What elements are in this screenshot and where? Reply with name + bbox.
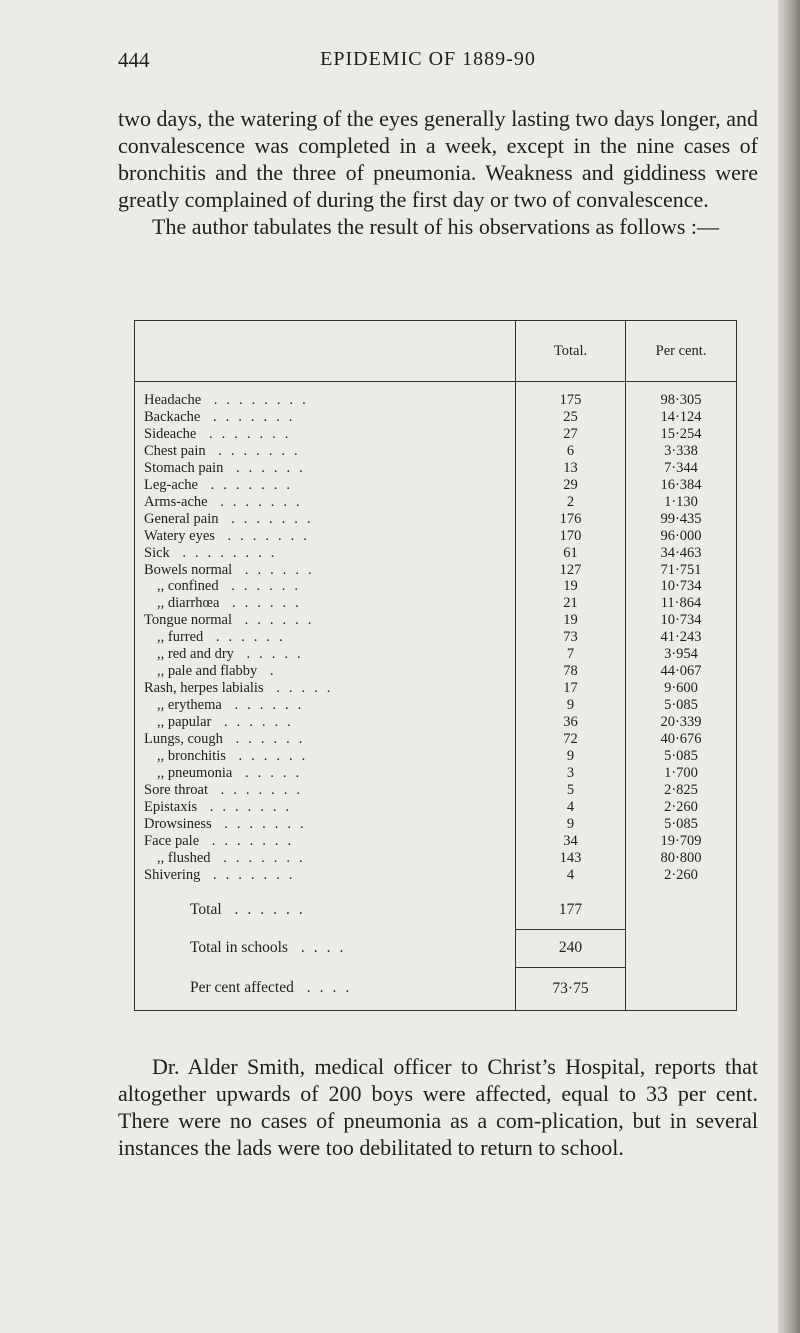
- symptom-name: Watery eyes: [144, 527, 215, 544]
- row-total: 19: [516, 578, 626, 595]
- leader-dots: ......: [221, 901, 312, 919]
- row-total: 2: [516, 494, 626, 511]
- row-total: 170: [516, 528, 626, 545]
- row-label: [135, 612, 516, 629]
- running-header: [118, 48, 738, 78]
- row-label: [135, 477, 516, 494]
- leader-dots: ....: [287, 939, 353, 957]
- table-row: [135, 731, 737, 748]
- row-percent: 10·734: [626, 578, 737, 595]
- table-row: [135, 816, 737, 833]
- symptom-name: ,, confined: [157, 578, 219, 595]
- summary-label-text: Total: [190, 901, 222, 919]
- table-row: [135, 562, 737, 579]
- symptom-name: Sore throat: [144, 781, 209, 798]
- symptom-name: ,, red and dry: [157, 646, 234, 663]
- row-percent: 15·254: [626, 426, 737, 443]
- row-total: 72: [516, 731, 626, 748]
- row-label: [135, 714, 516, 731]
- symptom-name: ,, papular: [157, 714, 212, 731]
- summary-value: 177: [516, 884, 626, 930]
- row-percent: 20·339: [626, 714, 737, 731]
- table-body: [135, 382, 737, 1011]
- leader-dots: .......: [196, 425, 298, 442]
- row-label: [135, 562, 516, 579]
- row-label: [135, 426, 516, 443]
- table-row: [135, 612, 737, 629]
- summary-row: [135, 967, 737, 1010]
- table-rule: [135, 382, 737, 393]
- row-total: 61: [516, 545, 626, 562]
- leader-dots: .: [257, 663, 283, 680]
- symptom-name: Shivering: [144, 866, 201, 883]
- row-label: [135, 646, 516, 663]
- summary-label: [135, 884, 516, 930]
- row-total: 9: [516, 748, 626, 765]
- leader-dots: ......: [223, 459, 312, 476]
- row-label: [135, 663, 516, 680]
- row-total: 17: [516, 680, 626, 697]
- intro-paragraph-1: two days, the watering of the eyes generally lasting two days longer, and convalescence was completed in a week, except in the nine cases of bronchitis and the three of pneumonia. Weakness and giddiness were greatly complained of during the first day or two of convalescence.: [118, 106, 758, 212]
- row-label: [135, 697, 516, 714]
- row-percent: 40·676: [626, 731, 737, 748]
- row-percent: 7·344: [626, 460, 737, 477]
- row-label: [135, 799, 516, 816]
- symptom-name: ,, furred: [157, 629, 204, 646]
- row-percent: 2·260: [626, 867, 737, 884]
- symptom-name: Tongue normal: [144, 612, 232, 629]
- row-label: [135, 443, 516, 460]
- leader-dots: ........: [201, 392, 315, 408]
- table-row: [135, 392, 737, 409]
- row-total: 27: [516, 426, 626, 443]
- table-row: [135, 663, 737, 680]
- symptom-name: ,, erythema: [157, 697, 222, 714]
- row-percent: 41·243: [626, 629, 737, 646]
- row-percent: 34·463: [626, 545, 737, 562]
- row-total: 34: [516, 833, 626, 850]
- table-row: [135, 748, 737, 765]
- symptom-name: Lungs, cough: [144, 731, 223, 748]
- row-percent: 98·305: [626, 392, 737, 409]
- row-label: [135, 816, 516, 833]
- table-row: [135, 680, 737, 697]
- table-row: [135, 697, 737, 714]
- row-percent: 3·338: [626, 443, 737, 460]
- row-percent: 2·825: [626, 782, 737, 799]
- symptom-name: Rash, herpes labialis: [144, 680, 264, 697]
- row-label: [135, 494, 516, 511]
- summary-label-text: Total in schools: [190, 939, 288, 957]
- symptom-name: Stomach pain: [144, 459, 224, 476]
- row-total: 176: [516, 511, 626, 528]
- row-label: [135, 867, 516, 884]
- row-percent: 1·130: [626, 494, 737, 511]
- row-percent: 10·734: [626, 612, 737, 629]
- leader-dots: ......: [211, 714, 300, 731]
- summary-value: 73·75: [516, 967, 626, 1010]
- symptom-name: Backache: [144, 408, 201, 425]
- row-total: 21: [516, 595, 626, 612]
- symptom-name: Leg-ache: [144, 476, 198, 493]
- leader-dots: .....: [233, 646, 310, 663]
- table-row: [135, 629, 737, 646]
- symptom-name: ,, diarrhœa: [157, 595, 220, 612]
- table-row: [135, 782, 737, 799]
- row-label: [135, 528, 516, 545]
- row-percent: 71·751: [626, 562, 737, 579]
- symptom-name: Chest pain: [144, 442, 206, 459]
- intro-text: [118, 105, 758, 240]
- leader-dots: ......: [231, 612, 321, 629]
- row-total: 9: [516, 816, 626, 833]
- table-row: [135, 460, 737, 477]
- symptom-name: ,, pneumonia: [157, 764, 233, 781]
- leader-dots: .......: [197, 798, 299, 815]
- row-label: [135, 545, 516, 562]
- row-total: 4: [516, 799, 626, 816]
- row-percent: 5·085: [626, 748, 737, 765]
- row-total: 36: [516, 714, 626, 731]
- row-percent: 19·709: [626, 833, 737, 850]
- row-label: [135, 731, 516, 748]
- leader-dots: .......: [200, 866, 302, 883]
- row-total: 4: [516, 867, 626, 884]
- leader-dots: .......: [207, 493, 309, 510]
- leader-dots: .......: [211, 815, 313, 832]
- observations-table: [134, 320, 737, 1011]
- row-percent: 14·124: [626, 409, 737, 426]
- row-label: [135, 748, 516, 765]
- row-label: [135, 460, 516, 477]
- row-percent: 80·800: [626, 850, 737, 867]
- row-percent: 5·085: [626, 816, 737, 833]
- leader-dots: .......: [218, 510, 320, 527]
- leader-dots: ......: [219, 595, 308, 612]
- symptom-name: Bowels normal: [144, 561, 233, 578]
- row-total: 6: [516, 443, 626, 460]
- leader-dots: ....: [293, 979, 359, 997]
- table-row: [135, 494, 737, 511]
- row-label: [135, 782, 516, 799]
- row-total: 73: [516, 629, 626, 646]
- table-row: [135, 646, 737, 663]
- row-total: 127: [516, 562, 626, 579]
- summary-label: [135, 967, 516, 1010]
- table-row: [135, 595, 737, 612]
- row-total: 13: [516, 460, 626, 477]
- table-header-row: [135, 321, 737, 382]
- table-row: [135, 850, 737, 867]
- row-total: 3: [516, 765, 626, 782]
- row-label: [135, 629, 516, 646]
- column-header-symptom: [135, 321, 516, 382]
- running-title: EPIDEMIC OF 1889-90: [320, 48, 536, 70]
- table-row: [135, 765, 737, 782]
- summary-label-text: Per cent affected: [190, 979, 294, 997]
- row-total: 29: [516, 477, 626, 494]
- leader-dots: ........: [169, 544, 284, 561]
- row-percent: 11·864: [626, 595, 737, 612]
- row-total: 143: [516, 850, 626, 867]
- row-total: 78: [516, 663, 626, 680]
- table-row: [135, 799, 737, 816]
- row-label: [135, 392, 516, 409]
- table-row: [135, 426, 737, 443]
- closing-paragraph: Dr. Alder Smith, medical officer to Christ’s Hospital, reports that altogether upwards of 200 boys were affected, equal to 33 per cent. There were no cases of pneumonia as a com-plication, but in several instances the lads were too debilitated to return to school.: [118, 1054, 758, 1160]
- row-label: [135, 833, 516, 850]
- row-percent: 1·700: [626, 765, 737, 782]
- leader-dots: .......: [210, 849, 312, 866]
- table-row: [135, 545, 737, 562]
- symptom-name: Face pale: [144, 832, 200, 849]
- symptom-name: ,, pale and flabby: [157, 663, 258, 680]
- row-total: 9: [516, 697, 626, 714]
- symptom-name: Headache: [144, 392, 202, 408]
- leader-dots: ......: [232, 561, 321, 578]
- summary-row: [135, 929, 737, 967]
- row-total: 25: [516, 409, 626, 426]
- summary-row: [135, 884, 737, 930]
- summary-value: 240: [516, 929, 626, 967]
- leader-dots: .......: [199, 832, 301, 849]
- row-total: 19: [516, 612, 626, 629]
- table-row: [135, 409, 737, 426]
- row-percent: 16·384: [626, 477, 737, 494]
- row-label: [135, 578, 516, 595]
- leader-dots: .......: [208, 781, 310, 798]
- row-percent: 2·260: [626, 799, 737, 816]
- row-label: [135, 409, 516, 426]
- symptom-name: Epistaxis: [144, 798, 198, 815]
- row-total: 7: [516, 646, 626, 663]
- intro-paragraph-2: The author tabulates the result of his observations as follows :—: [152, 214, 719, 239]
- table-row: [135, 714, 737, 731]
- row-total: 5: [516, 782, 626, 799]
- row-total: 175: [516, 392, 626, 409]
- table-row: [135, 511, 737, 528]
- row-percent: 3·954: [626, 646, 737, 663]
- symptom-name: Sick: [144, 544, 170, 561]
- row-percent: 5·085: [626, 697, 737, 714]
- summary-empty-cell: [626, 929, 737, 967]
- row-percent: 9·600: [626, 680, 737, 697]
- symptom-name: ,, bronchitis: [157, 748, 226, 765]
- row-label: [135, 765, 516, 782]
- column-header-total: Total.: [516, 321, 626, 382]
- row-label: [135, 595, 516, 612]
- leader-dots: .......: [214, 527, 316, 544]
- row-percent: 44·067: [626, 663, 737, 680]
- leader-dots: ......: [225, 748, 315, 765]
- summary-label: [135, 929, 516, 967]
- page-edge-shadow: [778, 0, 800, 1333]
- table-row: [135, 578, 737, 595]
- table-row: [135, 528, 737, 545]
- leader-dots: ......: [222, 731, 312, 748]
- symptom-name: ,, flushed: [157, 849, 211, 866]
- leader-dots: .......: [205, 442, 307, 459]
- row-percent: 99·435: [626, 511, 737, 528]
- table-row: [135, 833, 737, 850]
- row-label: [135, 680, 516, 697]
- row-label: [135, 850, 516, 867]
- table-row: [135, 477, 737, 494]
- symptom-name: Sideache: [144, 425, 197, 442]
- leader-dots: ......: [218, 578, 307, 595]
- column-header-percent: Per cent.: [626, 321, 737, 382]
- symptom-name: General pain: [144, 510, 219, 527]
- page-number: 444: [118, 48, 150, 72]
- leader-dots: ......: [221, 697, 311, 714]
- symptom-name: Drowsiness: [144, 815, 212, 832]
- symptom-name: Arms-ache: [144, 493, 208, 510]
- row-percent: 96·000: [626, 528, 737, 545]
- summary-empty-cell: [626, 967, 737, 1010]
- leader-dots: ......: [203, 629, 292, 646]
- leader-dots: .....: [263, 680, 340, 697]
- table-row: [135, 867, 737, 884]
- leader-dots: .......: [197, 476, 299, 493]
- row-label: [135, 511, 516, 528]
- table-row: [135, 443, 737, 460]
- leader-dots: .....: [232, 764, 309, 781]
- summary-empty-cell: [626, 884, 737, 930]
- leader-dots: .......: [200, 408, 302, 425]
